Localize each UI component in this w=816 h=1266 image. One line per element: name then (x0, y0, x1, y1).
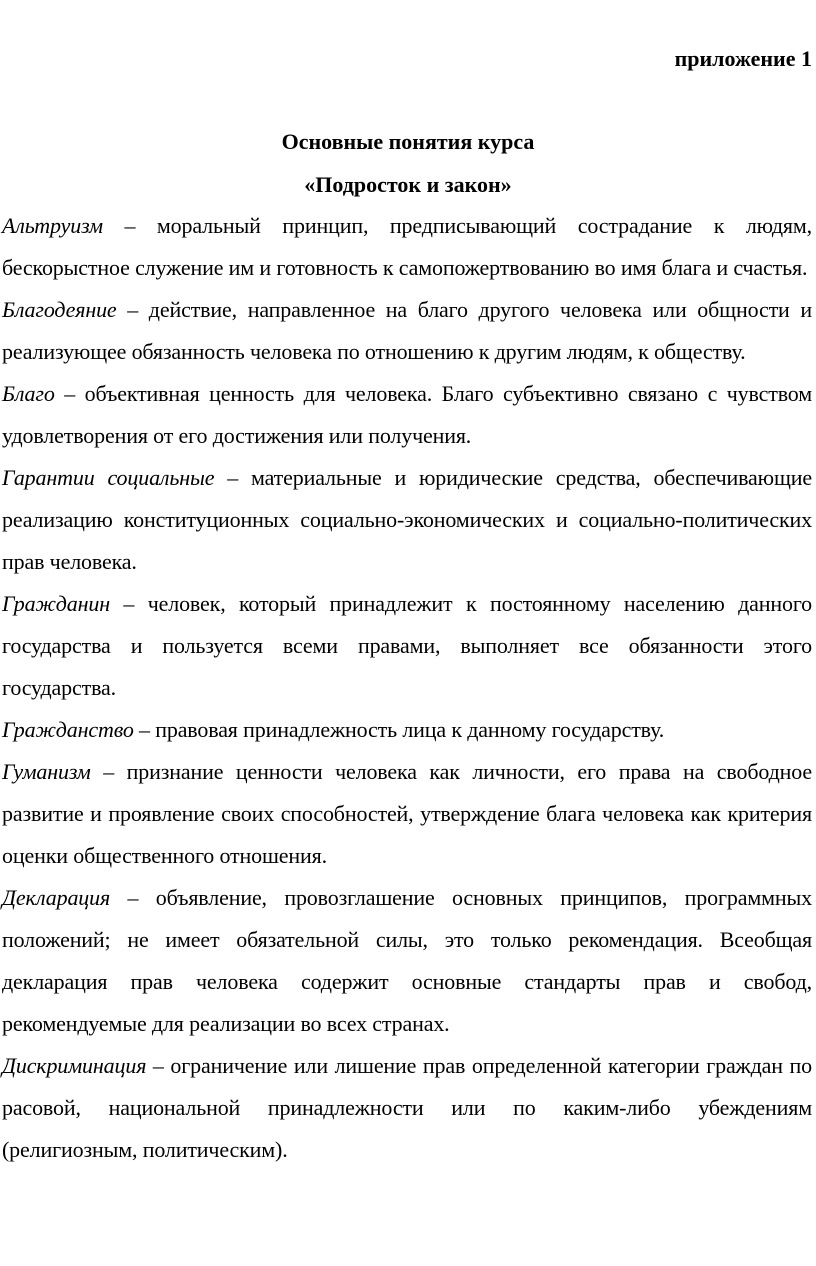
term-definition: – материальные и юридические средства, обеспечивающие реализацию конституционных социально-экономических и социально-политических прав человека. (2, 465, 812, 574)
term-definition: – действие, направленное на благо другого человека или общности и реализующее обязанность человека по отношению к другим людям, к обществу. (2, 297, 812, 364)
term-definition: – объявление, провозглашение основных принципов, программных положений; не имеет обязательной силы, это только рекомендация. Всеобщая декларация прав человека содержит основные стандарты прав и свобод, рекомендуемые для реализации во всех странах. (2, 885, 812, 1036)
glossary-entry (2, 709, 812, 751)
glossary-entry (2, 373, 812, 457)
term-definition: – ограничение или лишение прав определенной категории граждан по расовой, национальной принадлежности или по каким-либо убеждениям (религиозным, политическим). (2, 1053, 812, 1162)
term-definition: – объективная ценность для человека. Благо субъективно связано с чувством удовлетворения от его достижения или получения. (2, 381, 812, 448)
glossary-entry (2, 289, 812, 373)
appendix-label: приложение 1 (674, 46, 812, 71)
glossary-entry (2, 751, 812, 877)
term-name: Гражданство (2, 717, 134, 742)
term-name: Гражданин (2, 591, 110, 616)
document-subtitle: «Подросток и закон» (304, 172, 512, 197)
glossary-entry (2, 583, 812, 709)
glossary-entry (2, 457, 812, 583)
term-definition: – признание ценности человека как личности, его права на свободное развитие и проявление своих способностей, утверждение блага человека как критерия оценки общественного отношения. (2, 759, 812, 868)
term-name: Благо (2, 381, 55, 406)
term-definition: – человек, который принадлежит к постоянному населению данного государства и пользуется всеми правами, выполняет все обязанности этого государства. (2, 591, 812, 700)
term-definition: – моральный принцип, предписывающий сострадание к людям, бескорыстное служение им и готовность к самопожертвованию во имя блага и счастья. (2, 213, 812, 280)
glossary-entry (2, 1045, 812, 1171)
term-name: Гарантии социальные (2, 465, 215, 490)
glossary-list (2, 205, 812, 1171)
term-name: Альтруизм (2, 213, 103, 238)
document-title: Основные понятия курса (281, 129, 535, 154)
term-name: Гуманизм (2, 759, 91, 784)
term-name: Благодеяние (2, 297, 117, 322)
term-name: Дискриминация (2, 1053, 147, 1078)
glossary-entry (2, 877, 812, 1045)
glossary-entry (2, 205, 812, 289)
term-name: Декларация (2, 885, 111, 910)
term-definition: – правовая принадлежность лица к данному государству. (133, 717, 665, 742)
